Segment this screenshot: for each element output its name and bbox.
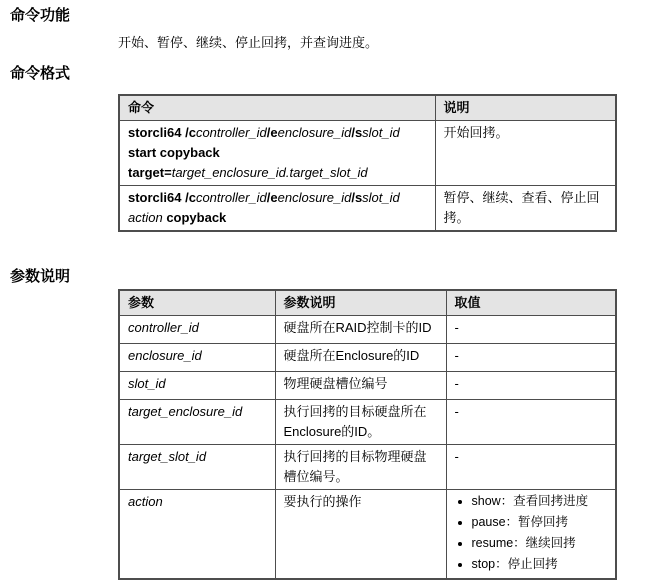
parameter-table <box>118 289 617 580</box>
command-segment: slot_id <box>362 125 400 140</box>
parameter-value-cell <box>446 490 616 580</box>
parameter-column-header: 参数 <box>119 290 275 316</box>
command-line <box>128 163 427 183</box>
command-table-body <box>119 121 616 232</box>
value-option-item: • resume：继续回拷 <box>472 534 608 553</box>
command-segment: start copyback <box>128 145 220 160</box>
heading-parameter-description: 参数说明 <box>10 268 71 285</box>
parameter-value-cell: - <box>446 372 616 400</box>
parameter-description-column-header: 参数说明 <box>275 290 446 316</box>
command-function-text: 开始、暂停、继续、停止回拷，并查询进度。 <box>118 35 379 50</box>
command-segment: enclosure_id <box>277 125 352 140</box>
parameter-description-cell: 要执行的操作 <box>275 490 446 580</box>
description-cell: 开始回拷。 <box>435 121 616 186</box>
parameter-description-cell: 硬盘所在Enclosure的ID <box>275 344 446 372</box>
parameter-value-cell: - <box>446 316 616 344</box>
parameter-name-cell: target_slot_id <box>119 445 275 490</box>
parameter-name-cell: enclosure_id <box>119 344 275 372</box>
command-table-header-row <box>119 95 616 121</box>
parameter-value-cell: - <box>446 400 616 445</box>
command-segment: controller_id <box>195 190 267 205</box>
command-segment: /s <box>351 125 363 140</box>
command-line <box>128 143 427 163</box>
parameter-table-row <box>119 490 616 580</box>
parameter-description-cell: 硬盘所在RAID控制卡的ID <box>275 316 446 344</box>
heading-command-format: 命令格式 <box>10 65 71 82</box>
parameter-table-body <box>119 316 616 580</box>
command-segment: storcli64 /c <box>128 125 196 140</box>
parameter-name-cell: controller_id <box>119 316 275 344</box>
parameter-name-cell: action <box>119 490 275 580</box>
parameter-value-cell: - <box>446 344 616 372</box>
parameter-table-row <box>119 445 616 490</box>
parameter-table-row <box>119 400 616 445</box>
value-option-item: • show：查看回拷进度 <box>472 492 608 511</box>
value-option-item: • pause：暂停回拷 <box>472 513 608 532</box>
parameter-name-cell: slot_id <box>119 372 275 400</box>
command-segment: target= <box>128 165 172 180</box>
command-segment: /s <box>351 190 363 205</box>
parameter-table-row <box>119 372 616 400</box>
command-table <box>118 94 617 232</box>
value-column-header: 取值 <box>446 290 616 316</box>
command-segment: copyback <box>162 210 227 225</box>
command-cell <box>119 121 435 186</box>
command-segment: target_enclosure_id.target_slot_id <box>171 165 368 180</box>
command-segment: action <box>128 210 163 225</box>
command-line <box>128 188 427 208</box>
heading-command-function: 命令功能 <box>10 7 71 24</box>
parameter-table-row <box>119 344 616 372</box>
command-segment: storcli64 /c <box>128 190 196 205</box>
parameter-table-header-row <box>119 290 616 316</box>
parameter-value-cell: - <box>446 445 616 490</box>
command-line <box>128 208 427 228</box>
value-option-item: • stop：停止回拷 <box>472 555 608 574</box>
command-segment: slot_id <box>362 190 400 205</box>
command-segment: controller_id <box>195 125 267 140</box>
parameter-table-row <box>119 316 616 344</box>
command-segment: /e <box>266 190 278 205</box>
description-cell: 暂停、继续、查看、停止回拷。 <box>435 186 616 232</box>
parameter-description-cell: 执行回拷的目标物理硬盘槽位编号。 <box>275 445 446 490</box>
description-column-header: 说明 <box>435 95 616 121</box>
command-cell <box>119 186 435 232</box>
command-segment: /e <box>266 125 278 140</box>
command-line <box>128 123 427 143</box>
command-column-header: 命令 <box>119 95 435 121</box>
parameter-description-cell: 执行回拷的目标硬盘所在Enclosure的ID。 <box>275 400 446 445</box>
parameter-description-cell: 物理硬盘槽位编号 <box>275 372 446 400</box>
command-table-row <box>119 186 616 232</box>
command-table-row <box>119 121 616 186</box>
command-segment: enclosure_id <box>277 190 352 205</box>
value-option-list <box>455 492 608 574</box>
parameter-name-cell: target_enclosure_id <box>119 400 275 445</box>
